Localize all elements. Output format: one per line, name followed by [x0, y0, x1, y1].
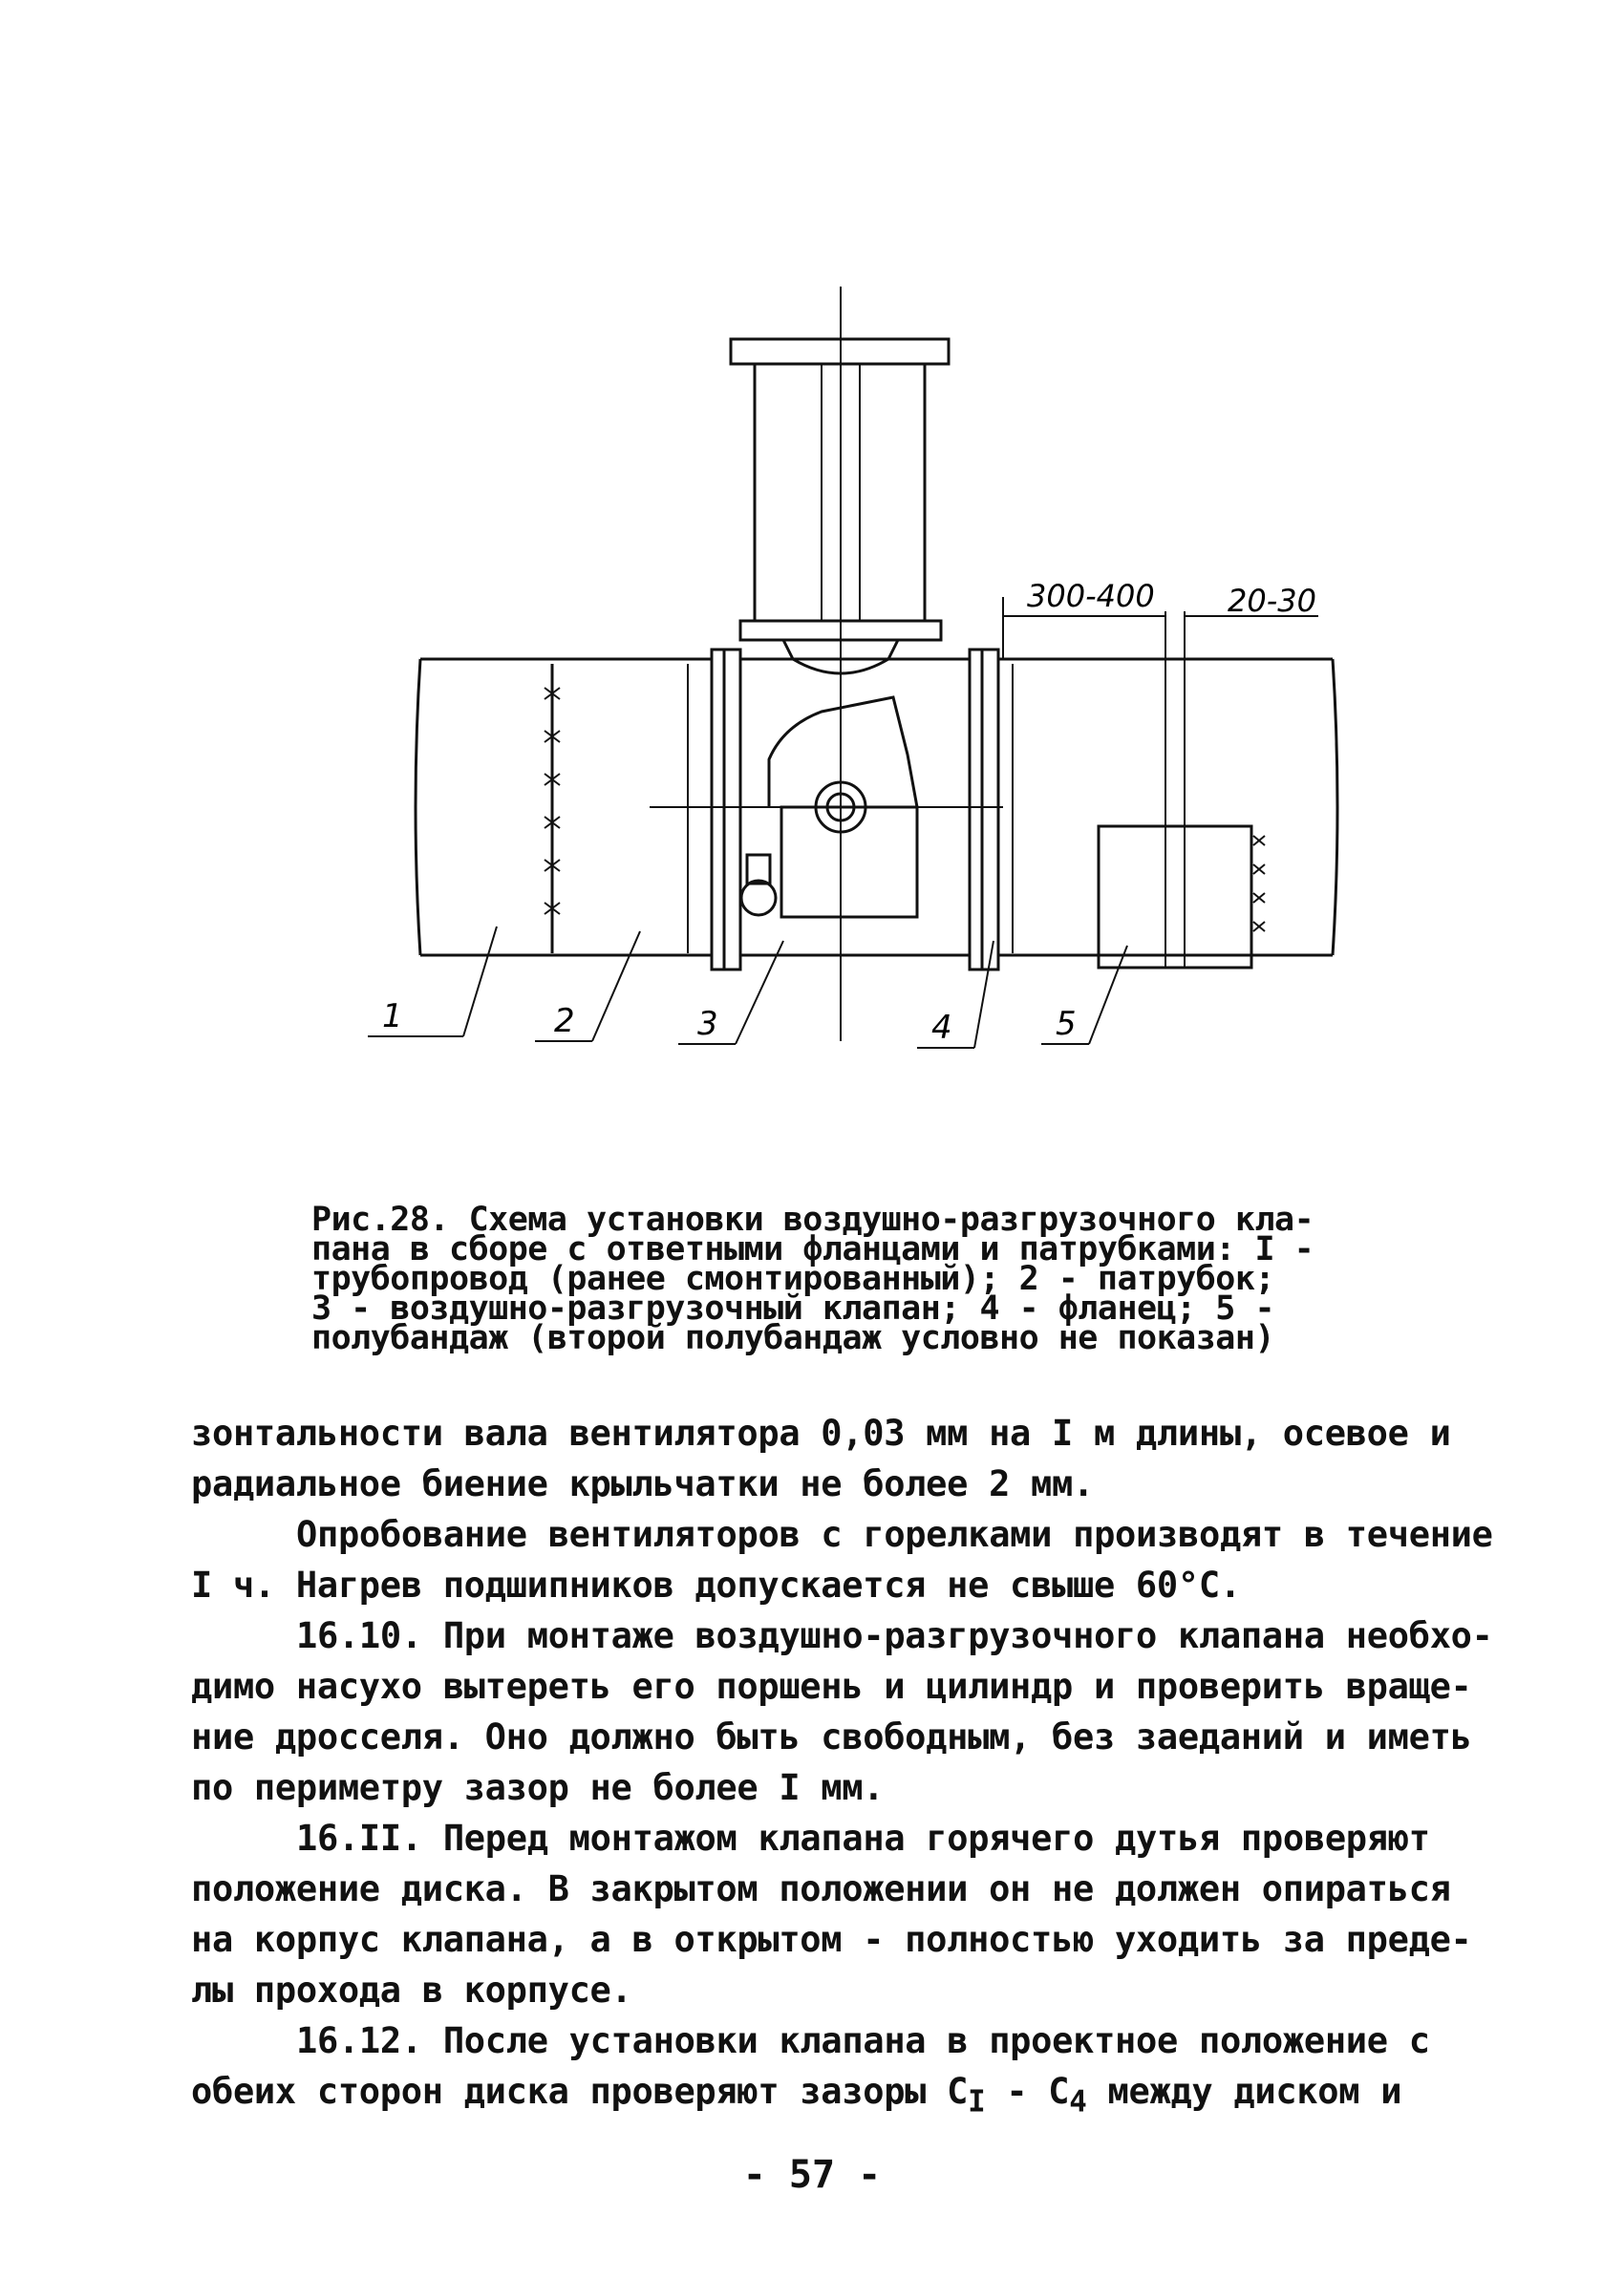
caption-line: пана в сборе с ответными фланцами и патрубками: I -: [311, 1230, 1314, 1268]
body-line: положение диска. В закрытом положении он не должен опираться: [191, 1868, 1451, 1909]
subscript: I: [968, 2084, 986, 2120]
body-line: Опробование вентиляторов с горелками производят в течение: [296, 1514, 1493, 1555]
page-number: - 57 -: [742, 2153, 882, 2197]
callout-2: 2: [554, 1002, 575, 1040]
caption-line: полубандаж (второй полубандаж условно не показан): [311, 1319, 1275, 1357]
body-line: 16.II. Перед монтажом клапана горячего дутья проверяют: [296, 1818, 1430, 1859]
caption-line: трубопровод (ранее смонтированный); 2 - патрубок;: [311, 1260, 1275, 1298]
dimension-label-300-400: 300-400: [1027, 578, 1155, 614]
body-line: ние дросселя. Оно должно быть свободным, без заеданий и иметь: [191, 1716, 1472, 1758]
valve-installation-drawing: [0, 0, 1624, 1098]
figure-28: [0, 0, 1624, 1098]
pipe-break-right: [1333, 659, 1337, 955]
caption-line: Рис.28. Схема установки воздушно-разгрузочного кла-: [311, 1201, 1314, 1239]
body-line: по периметру зазор не более I мм.: [191, 1767, 885, 1808]
drive-housing: [769, 697, 917, 807]
caption-line: 3 - воздушно-разгрузочный клапан; 4 - фланец; 5 -: [311, 1289, 1275, 1328]
body-line-text: обеих сторон диска проверяют зазоры С: [191, 2071, 969, 2112]
half-band: [1099, 826, 1251, 968]
dimension-label-20-30: 20-30: [1228, 583, 1316, 619]
callout-3: 3: [697, 1005, 718, 1043]
body-line-text: между диском и: [1086, 2071, 1402, 2112]
figure-caption: [311, 1201, 1420, 1357]
body-line: [191, 2066, 1490, 2127]
body-line: на корпус клапана, а в открытом - полностью уходить за преде-: [191, 1919, 1472, 1960]
drive-body: [781, 807, 917, 917]
callout-4: 4: [931, 1009, 952, 1047]
body-line: зонтальности вала вентилятора 0,03 мм на I м длины, осевое и: [191, 1413, 1451, 1454]
body-line-text: - С: [985, 2071, 1070, 2112]
subscript: 4: [1069, 2084, 1087, 2120]
callout-1: 1: [382, 997, 403, 1035]
body-text: [191, 1408, 1493, 2127]
flange-left: [712, 650, 740, 970]
body-line: радиальное биение крыльчатки не более 2 мм.: [191, 1463, 1094, 1504]
body-line: I ч. Нагрев подшипников допускается не свыше 60°С.: [191, 1565, 1241, 1606]
body-line: лы прохода в корпусе.: [191, 1970, 632, 2011]
flange-right: [970, 650, 998, 970]
callout-5: 5: [1056, 1005, 1077, 1043]
body-line: 16.12. После установки клапана в проектное положение с: [296, 2020, 1430, 2061]
body-line: димо насухо вытереть его поршень и цилиндр и проверить враще-: [191, 1666, 1472, 1707]
pipe-break-left: [416, 659, 420, 955]
body-line: 16.10. При монтаже воздушно-разгрузочного клапана необхо-: [296, 1615, 1493, 1656]
